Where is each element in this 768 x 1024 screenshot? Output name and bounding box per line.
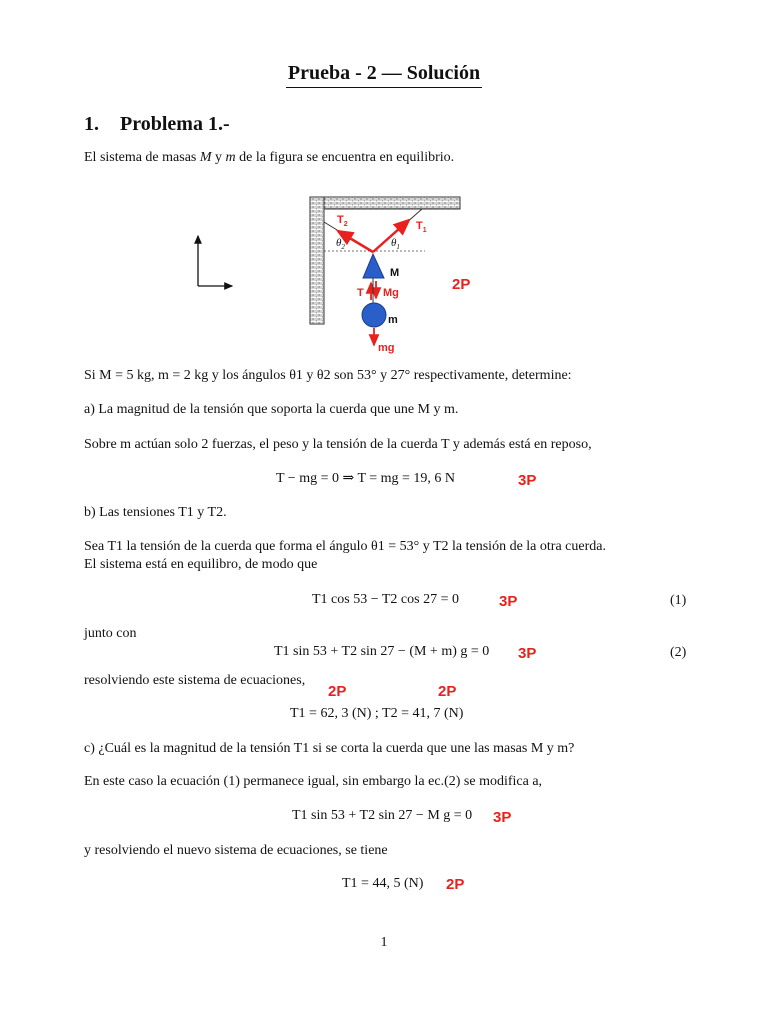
part-a-points: 3P <box>518 472 537 489</box>
part-a-equation: T − mg = 0 ⇒ T = mg = 19, 6 N <box>276 471 456 486</box>
part-c-equation-points: 3P <box>493 809 512 826</box>
label-theta2: $\theta_2$ <box>336 237 345 251</box>
axes-icon <box>198 236 232 286</box>
part-c-text2: y resolviendo el nuevo sistema de ecuaciones, se tiene <box>84 843 388 858</box>
equation-2-points: 3P <box>518 645 537 662</box>
result-points-a: 2P <box>328 683 347 700</box>
part-c-result: T1 = 44, 5 (N) <box>342 876 424 891</box>
label-T: T <box>357 287 364 299</box>
label-mg: mg <box>378 342 395 354</box>
equation-2-number: (2) <box>670 645 687 660</box>
label-Mg: Mg <box>383 287 399 299</box>
result-points-b: 2P <box>438 683 457 700</box>
junto-con: junto con <box>84 626 137 641</box>
part-b-text2: El sistema está en equilibro, de modo que <box>84 557 318 572</box>
label-T1: $T_1$ <box>416 220 427 234</box>
figure-points: 2P <box>452 276 471 293</box>
part-a-text: Sobre m actúan solo 2 fuerzas, el peso y la tensión de la cuerda T y además está en reposo, <box>84 437 592 452</box>
part-b-question: b) Las tensiones T1 y T2. <box>84 505 227 520</box>
section-number: 1. <box>84 113 99 135</box>
mass-m-circle <box>362 303 386 327</box>
part-c-question: c) ¿Cuál es la magnitud de la tensión T1 si se corta la cuerda que une las masas M y m? <box>84 741 575 756</box>
equation-1-number: (1) <box>670 593 687 608</box>
part-b-result: T1 = 62, 3 (N) ; T2 = 41, 7 (N) <box>290 706 464 721</box>
part-b-text1: Sea T1 la tensión de la cuerda que forma el ángulo θ1 = 53° y T2 la tensión de la otra cuerda. <box>84 539 606 554</box>
resolving-text: resolviendo este sistema de ecuaciones, <box>84 673 306 688</box>
label-theta1: $\theta_1$ <box>391 237 400 251</box>
equilibrium-figure <box>190 190 490 360</box>
intro-paragraph: El sistema de masas M y m de la figura se encuentra en equilibrio. <box>84 150 455 165</box>
label-M: M <box>390 267 400 279</box>
part-c-text: En este caso la ecuación (1) permanece igual, sin embargo la ec.(2) se modifica a, <box>84 774 543 789</box>
part-c-equation: T1 sin 53 + T2 sin 27 − M g = 0 <box>292 808 473 823</box>
mass-M-triangle <box>363 254 384 278</box>
part-a-question: a) La magnitud de la tensión que soporta la cuerda que une M y m. <box>84 402 459 417</box>
equation-1-points: 3P <box>499 593 518 610</box>
label-m: m <box>388 314 398 326</box>
page-title: Prueba - 2 — Solución <box>0 62 768 85</box>
wall-ceiling <box>310 197 460 324</box>
equation-2: T1 sin 53 + T2 sin 27 − (M + m) g = 0 <box>274 644 490 659</box>
label-T2: $T_2$ <box>337 214 348 228</box>
section-title: Problema 1.- <box>120 113 230 135</box>
part-c-result-points: 2P <box>446 876 465 893</box>
equation-1: T1 cos 53 − T2 cos 27 = 0 <box>312 592 459 607</box>
page-number: 1 <box>380 935 388 950</box>
given-paragraph: Si M = 5 kg, m = 2 kg y los ángulos θ1 y θ2 son 53° y 27° respectivamente, determine: <box>84 368 572 383</box>
section-heading <box>84 113 230 136</box>
